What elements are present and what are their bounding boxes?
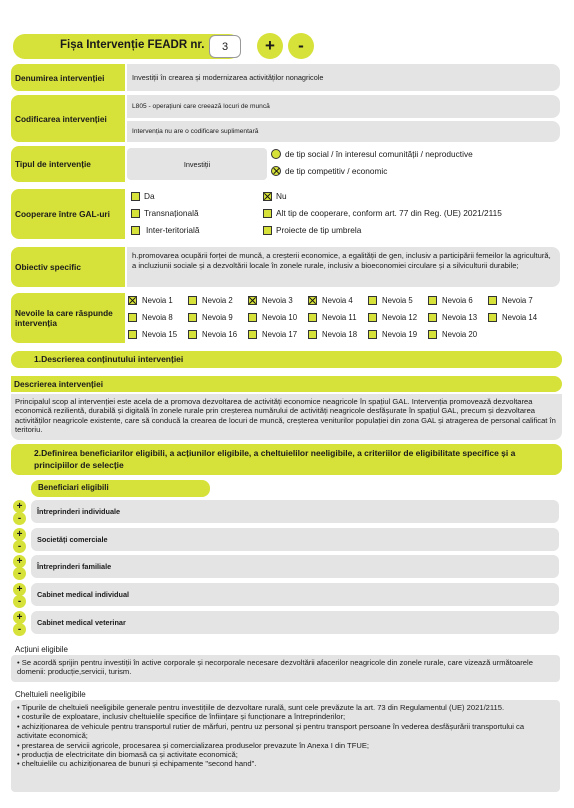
cooperare-interteritoriala[interactable] bbox=[131, 225, 200, 235]
nevoia-1-checkbox[interactable] bbox=[128, 296, 137, 305]
checkbox-transnationala[interactable] bbox=[131, 209, 140, 218]
nevoia-2-checkbox[interactable] bbox=[188, 296, 197, 305]
nevoia-12[interactable] bbox=[368, 313, 417, 322]
nevoia-7-checkbox[interactable] bbox=[488, 296, 497, 305]
cheltuiala-3: • achiziționarea de vehicule pentru transportul rutier de mărfuri, pentru uz personal și pentru transport persoane în vederea desfășurării transportului ca activitate economică; bbox=[17, 721, 525, 741]
beneficiar-1-add-button[interactable]: + bbox=[13, 500, 26, 513]
cooperare-nu-label: Nu bbox=[276, 191, 287, 201]
nevoia-15-label: Nevoia 15 bbox=[142, 330, 178, 339]
beneficiar-1[interactable] bbox=[31, 500, 559, 523]
cheltuiala-1: • Tipurile de cheltuieli neeligibile generale pentru investițiile de dezvoltare rurală, sunt cele prevăzute la art. 73 din Regulamentul (UE) 2021/2115. bbox=[17, 703, 505, 712]
section2-title: 2.Definirea beneficiarilor eligibili, a acțiunilor eligibile, a cheltuielilor neeligibile, a criteriilor de eligibilitate specifice și a principiilor de selecție bbox=[34, 448, 516, 470]
beneficiari-title: Beneficiari eligibili bbox=[38, 483, 109, 492]
radio-competitiv[interactable] bbox=[271, 166, 281, 176]
beneficiar-2-remove-button[interactable]: - bbox=[13, 540, 26, 553]
cooperare-label: Cooperare între GAL-uri bbox=[11, 189, 125, 239]
remove-button[interactable]: - bbox=[288, 33, 314, 59]
beneficiar-4[interactable] bbox=[31, 583, 559, 606]
obiectiv-label: Obiectiv specific bbox=[11, 247, 125, 287]
nevoia-18-label: Nevoia 18 bbox=[322, 330, 358, 339]
nevoia-9[interactable] bbox=[188, 313, 233, 322]
nevoia-5-label: Nevoia 5 bbox=[382, 296, 413, 305]
nevoia-10[interactable] bbox=[248, 313, 297, 322]
cooperare-nu[interactable] bbox=[263, 191, 287, 201]
codificarea-label: Codificarea intervenției bbox=[11, 95, 125, 142]
nevoia-19[interactable] bbox=[368, 330, 417, 339]
checkbox-da[interactable] bbox=[131, 192, 140, 201]
nevoia-4-checkbox[interactable] bbox=[308, 296, 317, 305]
actiuni-text: • Se acordă sprijin pentru investiții în active corporale și necorporale necesare dezvoltării afacerilor neagricole din zonele rurale, care vizează următoarele domenii: producție,servicii, turism. bbox=[11, 655, 560, 682]
nevoia-7[interactable] bbox=[488, 296, 533, 305]
beneficiar-5-label: Cabinet medical veterinar bbox=[37, 618, 126, 627]
cooperare-interteritoriala-label: Inter-teritorială bbox=[146, 225, 200, 235]
nevoia-20-label: Nevoia 20 bbox=[442, 330, 478, 339]
beneficiar-2[interactable] bbox=[31, 528, 559, 551]
nevoia-18-checkbox[interactable] bbox=[308, 330, 317, 339]
nevoia-10-checkbox[interactable] bbox=[248, 313, 257, 322]
nevoia-11-checkbox[interactable] bbox=[308, 313, 317, 322]
cheltuieli-title: Cheltuieli neeligibile bbox=[15, 690, 86, 699]
nevoia-1-label: Nevoia 1 bbox=[142, 296, 173, 305]
beneficiar-3-label: Întreprinderi familiale bbox=[37, 562, 112, 571]
beneficiar-3-remove-button[interactable]: - bbox=[13, 567, 26, 580]
beneficiar-5-remove-button[interactable]: - bbox=[13, 623, 26, 636]
beneficiar-2-label: Societăți comerciale bbox=[37, 535, 108, 544]
nevoia-10-label: Nevoia 10 bbox=[262, 313, 298, 322]
section1-subtitle: Descrierea intervenției bbox=[14, 379, 104, 389]
nevoia-15-checkbox[interactable] bbox=[128, 330, 137, 339]
nevoia-3[interactable] bbox=[248, 296, 293, 305]
cooperare-da-label: Da bbox=[144, 191, 155, 201]
nevoia-14[interactable] bbox=[488, 313, 537, 322]
intervention-number-field[interactable]: 3 bbox=[209, 35, 241, 58]
beneficiar-2-add-button[interactable]: + bbox=[13, 528, 26, 541]
nevoia-5-checkbox[interactable] bbox=[368, 296, 377, 305]
beneficiar-1-remove-button[interactable]: - bbox=[13, 512, 26, 525]
beneficiar-1-label: Întreprinderi individuale bbox=[37, 507, 121, 516]
nevoia-4[interactable] bbox=[308, 296, 353, 305]
denumirea-value[interactable]: Investiții în crearea și modernizarea activităților nonagricole bbox=[127, 64, 560, 91]
tipul-value[interactable]: Investiții bbox=[127, 148, 267, 180]
beneficiar-4-label: Cabinet medical individual bbox=[37, 590, 130, 599]
cooperare-transnationala-label: Transnațională bbox=[144, 208, 199, 218]
nevoia-19-label: Nevoia 19 bbox=[382, 330, 418, 339]
codificarea-value-1[interactable]: L805 - operațiuni care creează locuri de muncă bbox=[127, 95, 560, 118]
cooperare-alt-tip-label: Alt tip de cooperare, conform art. 77 din Reg. (UE) 2021/2115 bbox=[276, 208, 502, 218]
tipul-option-competitiv-label: de tip competitiv / economic bbox=[285, 166, 388, 176]
nevoia-2[interactable] bbox=[188, 296, 233, 305]
cooperare-proiecte[interactable] bbox=[263, 225, 361, 235]
add-button[interactable]: + bbox=[257, 33, 283, 59]
nevoia-13[interactable] bbox=[428, 313, 477, 322]
nevoia-13-checkbox[interactable] bbox=[428, 313, 437, 322]
nevoia-15[interactable] bbox=[128, 330, 177, 339]
tipul-option-social-label: de tip social / în interesul comunității / neproductive bbox=[285, 149, 473, 159]
actiuni-title: Acțiuni eligibile bbox=[15, 645, 68, 654]
nevoia-17-label: Nevoia 17 bbox=[262, 330, 298, 339]
nevoia-19-checkbox[interactable] bbox=[368, 330, 377, 339]
cooperare-alt-tip[interactable] bbox=[263, 208, 502, 218]
beneficiar-4-remove-button[interactable]: - bbox=[13, 595, 26, 608]
nevoia-17[interactable] bbox=[248, 330, 297, 339]
nevoia-14-label: Nevoia 14 bbox=[502, 313, 538, 322]
radio-social[interactable] bbox=[271, 149, 281, 159]
checkbox-nu[interactable] bbox=[263, 192, 272, 201]
nevoia-6[interactable] bbox=[428, 296, 473, 305]
nevoia-14-checkbox[interactable] bbox=[488, 313, 497, 322]
form-title: Fișa Intervenție FEADR nr. bbox=[60, 39, 205, 51]
tipul-label: Tipul de intervenție bbox=[11, 146, 125, 182]
nevoia-7-label: Nevoia 7 bbox=[502, 296, 533, 305]
checkbox-proiecte[interactable] bbox=[263, 226, 272, 235]
denumirea-label: Denumirea intervenției bbox=[11, 64, 125, 91]
nevoia-1[interactable] bbox=[128, 296, 173, 305]
beneficiar-5[interactable] bbox=[31, 611, 559, 634]
tipul-option-social[interactable] bbox=[271, 149, 473, 159]
nevoia-2-label: Nevoia 2 bbox=[202, 296, 233, 305]
nevoia-3-checkbox[interactable] bbox=[248, 296, 257, 305]
checkbox-interteritoriala[interactable] bbox=[131, 226, 140, 235]
cheltuiala-6: • cheltuielile cu achiziționarea de bunuri și echipamente "second hand". bbox=[17, 759, 257, 769]
nevoia-9-checkbox[interactable] bbox=[188, 313, 197, 322]
nevoia-12-label: Nevoia 12 bbox=[382, 313, 418, 322]
nevoia-20-checkbox[interactable] bbox=[428, 330, 437, 339]
nevoia-6-label: Nevoia 6 bbox=[442, 296, 473, 305]
beneficiar-3[interactable] bbox=[31, 555, 559, 578]
nevoia-8-checkbox[interactable] bbox=[128, 313, 137, 322]
nevoia-5[interactable] bbox=[368, 296, 413, 305]
nevoia-11[interactable] bbox=[308, 313, 357, 322]
nevoia-8[interactable] bbox=[128, 313, 173, 322]
cheltuiala-2: • costurile de exploatare, inclusiv cheltuielile specifice de înființare și funcționare a întreprinderilor; bbox=[17, 712, 346, 722]
nevoia-16-checkbox[interactable] bbox=[188, 330, 197, 339]
section1-title: 1.Descrierea conținutului intervenției bbox=[34, 354, 184, 364]
nevoia-16[interactable] bbox=[188, 330, 237, 339]
cooperare-proiecte-label: Proiecte de tip umbrela bbox=[276, 225, 362, 235]
beneficiar-4-add-button[interactable]: + bbox=[13, 583, 26, 596]
nevoia-17-checkbox[interactable] bbox=[248, 330, 257, 339]
cooperare-transnationala[interactable] bbox=[131, 208, 199, 218]
cooperare-da[interactable] bbox=[131, 191, 155, 201]
checkbox-alt-tip[interactable] bbox=[263, 209, 272, 218]
nevoia-4-label: Nevoia 4 bbox=[322, 296, 353, 305]
tipul-option-competitiv[interactable] bbox=[271, 166, 387, 176]
nevoia-13-label: Nevoia 13 bbox=[442, 313, 478, 322]
nevoia-18[interactable] bbox=[308, 330, 357, 339]
nevoia-12-checkbox[interactable] bbox=[368, 313, 377, 322]
cheltuiala-5: • producția de electricitate din biomasă ca și activitate economică; bbox=[17, 750, 238, 760]
nevoia-8-label: Nevoia 8 bbox=[142, 313, 173, 322]
cheltuieli-list bbox=[11, 700, 560, 792]
beneficiar-3-add-button[interactable]: + bbox=[13, 555, 26, 568]
nevoile-label: Nevoile la care răspunde intervenția bbox=[11, 293, 125, 343]
cheltuiala-4: • prestarea de servicii agricole, procesarea și comercializarea produselor prevazute în Anexa I din TFUE; bbox=[17, 740, 369, 750]
nevoia-9-label: Nevoia 9 bbox=[202, 313, 233, 322]
obiectiv-value[interactable]: h.promovarea ocupării forței de muncă, a creșterii economice, a egalității de gen, inclusiv a participării femeilor la agricultură, a incluziunii sociale și a dezvoltării locale în zonele rurale, inclusiv a bioeconomiei circulare și a silviculturii durabile; bbox=[127, 247, 560, 287]
nevoia-11-label: Nevoia 11 bbox=[322, 313, 357, 322]
codificarea-value-2[interactable]: Intervenția nu are o codificare suplimentară bbox=[127, 121, 560, 142]
beneficiar-5-add-button[interactable]: + bbox=[13, 611, 26, 624]
nevoia-3-label: Nevoia 3 bbox=[262, 296, 293, 305]
section1-text: Principalul scop al intervenției este acela de a promova dezvoltarea de activități economice neagricole în spațiul GAL. Intervenția promovează dezvoltarea economică rezilientă, durabilă și digitală în zonele rurale prin creșterea numărului de activități neagricole desfășurate în spațiul GAL, precum și dezvoltarea activităților neagricole existente, care să conducă la crearea de locuri de muncă, creșterea veniturilor populației din zona GAL și atragerea de personal calificat în teritoriu. bbox=[11, 394, 562, 440]
nevoia-6-checkbox[interactable] bbox=[428, 296, 437, 305]
nevoia-20[interactable] bbox=[428, 330, 477, 339]
nevoia-16-label: Nevoia 16 bbox=[202, 330, 238, 339]
